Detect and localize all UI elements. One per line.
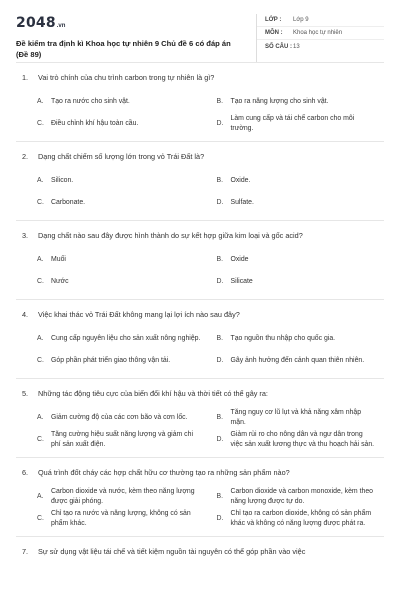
option-letter: C. xyxy=(37,199,44,206)
option-text: Chỉ tạo ra nước và năng lượng, không có sản phẩm khác. xyxy=(51,510,191,527)
option-text: Tạo ra nước cho sinh vật. xyxy=(51,98,130,105)
option-text: Tăng nguy cơ lũ lụt và khả năng xâm nhập mặn. xyxy=(230,409,362,426)
option-text: Carbon dioxide và nước, kèm theo năng lượng được giải phóng. xyxy=(51,488,195,505)
question-text xyxy=(16,142,384,170)
option-letter: D. xyxy=(216,436,224,443)
answer-option[interactable] xyxy=(37,249,211,271)
question-prompt: Dạng chất nào sau đây được hình thành do sự kết hợp giữa kim loại và gốc acid? xyxy=(38,231,303,240)
option-letter: D. xyxy=(216,278,224,285)
question-list xyxy=(16,62,384,565)
question-number: 2. xyxy=(22,152,29,161)
meta-value: 13 xyxy=(293,43,300,50)
option-letter: B. xyxy=(216,256,224,263)
logo-suffix: .vn xyxy=(56,23,66,29)
question-text xyxy=(16,300,384,328)
option-text: Carbon dioxide và carbon monoxide, kèm theo năng lượng được tự do. xyxy=(230,488,373,505)
option-text: Giảm rủi ro cho nông dân và ngư dân trong việc sản xuất lương thực và thu hoạch hải sản. xyxy=(230,431,375,448)
question-number: 4. xyxy=(22,310,29,319)
answer-options xyxy=(16,328,384,378)
question xyxy=(16,220,384,299)
meta-value: Khoa học tự nhiên xyxy=(293,30,343,36)
option-text: Tạo ra năng lượng cho sinh vật. xyxy=(230,98,329,105)
option-text: Muối xyxy=(51,256,66,263)
option-letter: A. xyxy=(37,177,44,184)
meta-key: MÔN : xyxy=(265,30,283,36)
option-letter: B. xyxy=(216,335,224,342)
question-number: 7. xyxy=(22,547,29,556)
option-text: Tăng cường hiệu suất năng lượng và giảm chi phí sản xuất điện. xyxy=(51,431,193,448)
option-text: Silicate xyxy=(230,278,253,285)
question-prompt: Vai trò chính của chu trình carbon trong tự nhiên là gì? xyxy=(38,73,215,82)
question-prompt: Sự sử dụng vật liệu tái chế và tiết kiệm nguồn tài nguyên có thể góp phần vào việc xyxy=(38,547,306,556)
answer-options xyxy=(16,249,384,299)
answer-option[interactable] xyxy=(37,407,211,429)
answer-option[interactable] xyxy=(211,249,385,271)
option-letter: B. xyxy=(216,177,224,184)
question xyxy=(16,62,384,141)
question-prompt: Những tác động tiêu cực của biến đổi khí hậu và thời tiết có thể gây ra: xyxy=(38,389,268,398)
answer-options xyxy=(16,170,384,220)
option-letter: C. xyxy=(37,357,44,364)
question-number: 5. xyxy=(22,389,29,398)
question-text xyxy=(16,221,384,249)
option-letter: A. xyxy=(37,414,44,421)
answer-option[interactable] xyxy=(37,508,211,530)
option-letter: C. xyxy=(37,278,44,285)
option-letter: D. xyxy=(216,199,224,206)
answer-option[interactable] xyxy=(37,486,211,508)
answer-options xyxy=(16,91,384,141)
meta-value: Lớp 9 xyxy=(293,17,309,23)
meta-row-subject xyxy=(257,27,384,40)
answer-option[interactable] xyxy=(211,192,385,214)
option-text: Sulfate. xyxy=(230,199,254,206)
option-text: Carbonate. xyxy=(51,199,86,206)
question xyxy=(16,141,384,220)
option-letter: B. xyxy=(216,414,224,421)
question xyxy=(16,536,384,565)
answer-option[interactable] xyxy=(211,407,385,429)
answer-option[interactable] xyxy=(211,113,385,135)
question xyxy=(16,457,384,536)
question-prompt: Dạng chất chiếm số lượng lớn trong vỏ Trái Đất là? xyxy=(38,152,205,161)
answer-option[interactable] xyxy=(37,170,211,192)
answer-option[interactable] xyxy=(211,508,385,530)
option-text: Nước xyxy=(51,278,69,285)
answer-option[interactable] xyxy=(37,192,211,214)
option-letter: D. xyxy=(216,357,224,364)
question-text xyxy=(16,458,384,486)
answer-options xyxy=(16,407,384,457)
brand xyxy=(16,14,236,62)
answer-options xyxy=(16,486,384,536)
answer-option[interactable] xyxy=(37,328,211,350)
meta-key: SỐ CÂU : xyxy=(265,43,292,50)
option-letter: A. xyxy=(37,256,44,263)
question-number: 3. xyxy=(22,231,29,240)
question-number: 6. xyxy=(22,468,29,477)
option-text: Tạo nguồn thu nhập cho quốc gia. xyxy=(230,335,336,342)
option-text: Silicon. xyxy=(51,177,74,184)
option-text: Chỉ tạo ra carbon dioxide, không có sản phẩm khác và không có năng lượng được phát ra. xyxy=(230,510,372,527)
answer-option[interactable] xyxy=(37,113,211,135)
option-text: Oxide xyxy=(230,256,249,263)
option-letter: C. xyxy=(37,120,44,127)
option-text: Oxide. xyxy=(230,177,251,184)
answer-option[interactable] xyxy=(211,486,385,508)
question-text xyxy=(16,63,384,91)
exam-title: Đề kiểm tra định kì Khoa học tự nhiên 9 Chủ đề 6 có đáp án (Đề 89) xyxy=(16,39,231,59)
meta-key: LỚP : xyxy=(265,17,282,23)
option-text: Điều chỉnh khí hậu toàn cầu. xyxy=(51,120,139,127)
answer-option[interactable] xyxy=(37,429,211,451)
exam-meta xyxy=(256,14,384,62)
answer-option[interactable] xyxy=(37,91,211,113)
option-letter: D. xyxy=(216,120,224,127)
logo-text: 2048 xyxy=(16,15,56,31)
option-letter: C. xyxy=(37,436,44,443)
option-letter: B. xyxy=(216,493,224,500)
option-text: Cung cấp nguyên liệu cho sản xuất nông nghiệp. xyxy=(51,335,201,342)
answer-option[interactable] xyxy=(37,271,211,293)
option-text: Giảm cường độ của các cơn bão và cơn lốc. xyxy=(51,414,188,421)
question-number: 1. xyxy=(22,73,29,82)
question-prompt: Quá trình đốt cháy các hợp chất hữu cơ thường tạo ra những sản phẩm nào? xyxy=(38,468,290,477)
option-text: Làm cung cấp và tái chế carbon cho môi trường. xyxy=(230,115,355,132)
answer-option[interactable] xyxy=(211,91,385,113)
logo[interactable] xyxy=(16,14,236,32)
option-letter: A. xyxy=(37,98,44,105)
question-text xyxy=(16,537,384,565)
meta-row-grade xyxy=(257,14,384,27)
option-text: Gây ảnh hưởng đến cảnh quan thiên nhiên. xyxy=(230,357,365,364)
header xyxy=(16,0,384,62)
question xyxy=(16,299,384,378)
question-text xyxy=(16,379,384,407)
answer-option[interactable] xyxy=(211,170,385,192)
option-letter: C. xyxy=(37,515,44,522)
option-text: Góp phần phát triển giao thông vận tải. xyxy=(51,357,171,364)
answer-option[interactable] xyxy=(211,429,385,451)
option-letter: A. xyxy=(37,493,44,500)
question-prompt: Việc khai thác vỏ Trái Đất không mang lại lợi ích nào sau đây? xyxy=(38,310,240,319)
meta-row-count xyxy=(257,40,384,53)
question xyxy=(16,378,384,457)
answer-option[interactable] xyxy=(211,271,385,293)
option-letter: D. xyxy=(216,515,224,522)
answer-option[interactable] xyxy=(37,350,211,372)
option-letter: B. xyxy=(216,98,224,105)
answer-option[interactable] xyxy=(211,350,385,372)
answer-option[interactable] xyxy=(211,328,385,350)
option-letter: A. xyxy=(37,335,44,342)
